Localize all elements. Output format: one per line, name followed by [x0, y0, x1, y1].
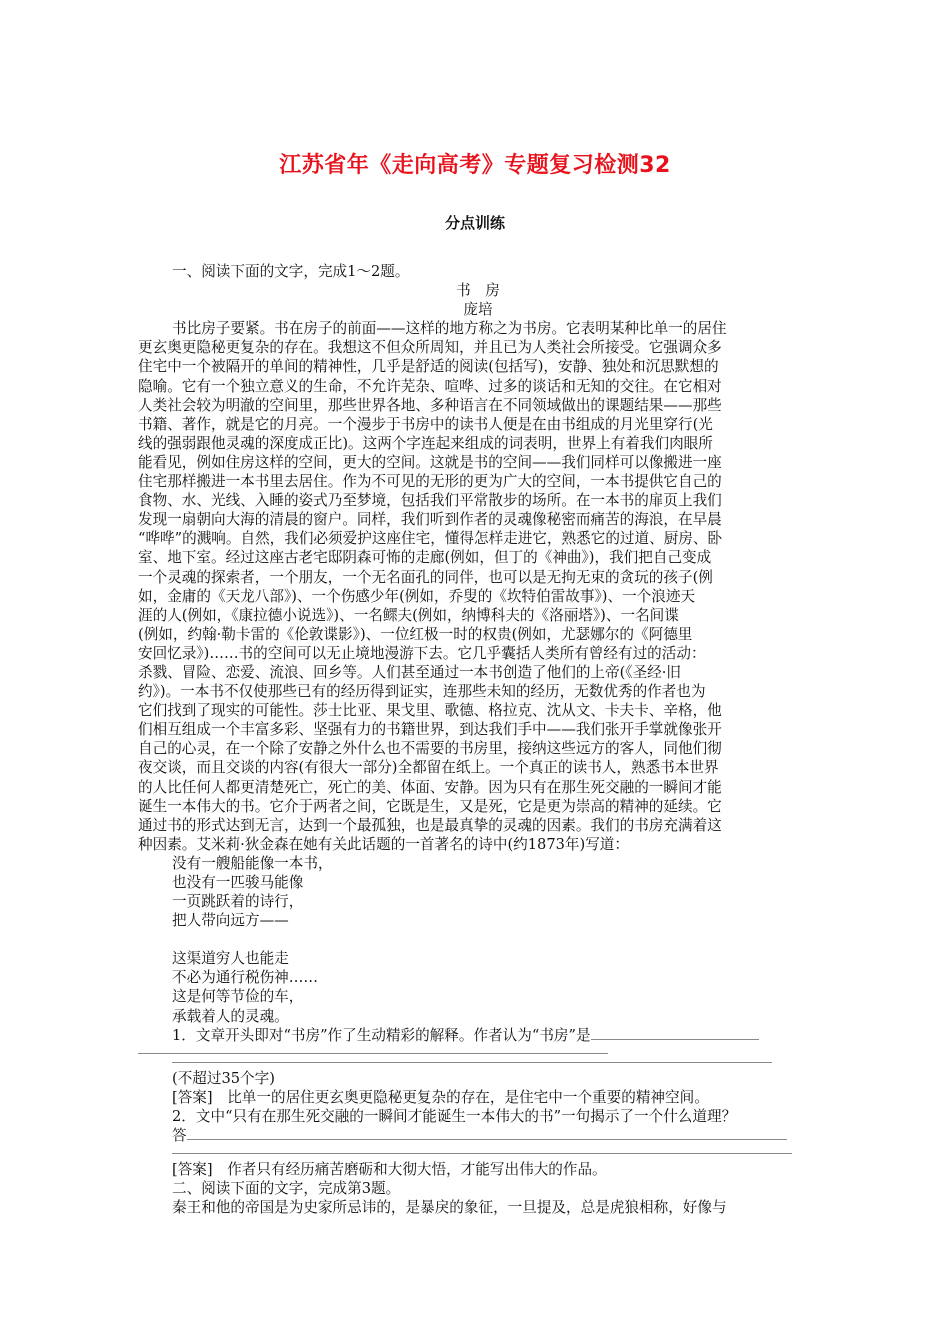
- question-2-answer: [138, 1126, 818, 1145]
- answer-blank[interactable]: [591, 1027, 759, 1040]
- paragraph-line: 安回忆录》)……书的空间可以无止境地漫游下去。它几乎囊括人类所有曾经有过的活动：: [138, 644, 706, 662]
- answer-2: [138, 1160, 818, 1179]
- answer-prefix: 答: [172, 1127, 187, 1145]
- document-body: [138, 262, 818, 1217]
- paragraph-line: 书比房子要紧。书在房子的前面——这样的地方称之为书房。它表明某种比单一的居住: [172, 320, 727, 338]
- answer-line: [138, 1053, 608, 1054]
- paragraph-line: 们相互组成一个丰富多彩、坚强有力的书籍世界，到达我们手中——我们张开手掌就像张开: [138, 721, 722, 739]
- poem-line: 没有一艘船能像一本书，: [172, 854, 333, 872]
- paragraph-line: 食物、水、光线、入睡的姿式乃至梦境，包括我们平常散步的场所。在一本书的扉页上我们: [138, 492, 722, 510]
- essay-author: 庞培: [463, 301, 493, 319]
- paragraph-line: 如，金庸的《天龙八部》)、一个伤感少年(例如，乔叟的《坎特伯雷故事》)、一个浪迹天: [138, 587, 696, 605]
- poem-stanza-2: [138, 949, 818, 1025]
- answer-blank[interactable]: [187, 1127, 787, 1140]
- poem-line: 一页跳跃着的诗行，: [172, 893, 304, 911]
- question-1-text: 1．文章开头即对“书房”作了生动精彩的解释。作者认为“书房”是: [172, 1026, 591, 1044]
- answer-1-text: 比单一的居住更玄奥更隐秘更复杂的存在，是住宅中一个重要的精神空间。: [227, 1088, 709, 1106]
- answer-label: [答案]: [172, 1088, 213, 1106]
- question-2: 2．文中“只有在那生死交融的一瞬间才能诞生一本伟大的书”一句揭示了一个什么道理？: [172, 1107, 737, 1125]
- section-subtitle: 分点训练: [444, 214, 505, 232]
- paragraph-line: 书籍、著作，就是它的月亮。一个漫步于书房中的读书人便是在由书组成的月光里穿行(光: [138, 415, 713, 433]
- paragraph-line: 种因素。艾米莉·狄金森在她有关此话题的一首著名的诗中(约1873年)写道：: [138, 835, 629, 853]
- poem-stanza-1: [138, 854, 818, 930]
- paragraph-line: 住宅那样搬进一本书里去居住。作为不可见的无形的更为广大的空间，一本书提供它自己的: [138, 473, 722, 491]
- paragraph-line: 杀戮、冒险、恋爱、流浪、回乡等。人们甚至通过一本书创造了他们的上帝(《圣经·旧: [138, 663, 682, 681]
- paragraph-line: 诞生一本伟大的书。它介于两者之间，它既是生，又是死，它是更为崇高的精神的延续。它: [138, 797, 722, 815]
- paragraph-line: 更玄奥更隐秘更复杂的存在。我想这不但众所周知，并且已为人类社会所接受。它强调众多: [138, 339, 722, 357]
- paragraph-line: 隐喻。它有一个独立意义的生命，不允许芜杂、喧哗、过多的谈话和无知的交往。在它相对: [138, 377, 722, 395]
- paragraph-line: 室、地下室。经过这座古老宅邸阴森可怖的走廊(例如，但丁的《神曲》)，我们把自己变成: [138, 549, 712, 567]
- paragraph-line: “哗哗”的溅响。自然，我们必须爱护这座住宅，懂得怎样走进它，熟悉它的过道、厨房、卧: [138, 530, 723, 548]
- answer-2-text: 作者只有经历痛苦磨砺和大彻大悟，才能写出伟大的作品。: [227, 1161, 607, 1179]
- paragraph-line: 约》)。一本书不仅使那些已有的经历得到证实，连那些未知的经历，无数优秀的作者也为: [138, 683, 706, 701]
- poem-line: 也没有一匹骏马能像: [172, 874, 304, 891]
- passage-2-first-line: 秦王和他的帝国是为史家所忌讳的，是暴戾的象征，一旦提及，总是虎狼相称，好像与: [172, 1199, 727, 1217]
- answer-line: [172, 1062, 772, 1063]
- paragraph-line: 的人比任何人都更清楚死亡，死亡的美、体面、安静。因为只有在那生死交融的一瞬间才能: [138, 778, 722, 796]
- question-1-limit: (不超过35个字): [172, 1069, 275, 1087]
- section-intro: 一、阅读下面的文字，完成1～2题。: [172, 263, 410, 280]
- paragraph-line: 能看见，例如住房这样的空间，更大的空间。这就是书的空间——我们同样可以像搬进一座: [138, 453, 722, 471]
- poem-line: 把人带向远方——: [172, 912, 289, 930]
- section-2-intro: 二、阅读下面的文字，完成第3题。: [172, 1180, 401, 1198]
- paragraph-line: 线的强弱跟他灵魂的深度成正比)。这两个字连起来组成的词表明，世界上有着我们肉眼所: [138, 434, 713, 452]
- paragraph-line: 一个灵魂的探索者，一个朋友，一个无名面孔的同伴，也可以是无拘无束的贪玩的孩子(例: [138, 568, 713, 586]
- paragraph-line: 夜交谈，而且交谈的内容(有很大一部分)全都留在纸上。一个真正的读书人，熟悉书本世界: [138, 759, 719, 777]
- paragraph-line: (例如，约翰·勒卡雷的《伦敦谍影》)、一位红极一时的权贵(例如，尤瑟娜尔的《阿德里: [138, 625, 693, 643]
- paragraph-line: 它们找到了现实的可能性。莎士比亚、果戈里、歌德、格拉克、沈从文、卡夫卡、辛格，他: [138, 702, 722, 720]
- document-title: 江苏省年《走向高考》专题复习检测32: [279, 153, 671, 178]
- answer-line: [172, 1153, 792, 1154]
- paragraph-line: 住宅中一个被隔开的单间的精神性，几乎是舒适的阅读(包括写)，安静、独处和沉思默想的: [138, 358, 719, 376]
- paragraph-line: 涯的人(例如，《康拉德小说选》)、一名鳏夫(例如，纳博科夫的《洛丽塔》)、一名间谍: [138, 606, 679, 624]
- poem-line: 不必为通行税伤神……: [172, 969, 318, 987]
- question-1: [138, 1026, 818, 1045]
- paragraph-line: 人类社会较为明澈的空间里，那些世界各地、多种语言在不同领域做出的课题结果——那些: [138, 396, 722, 414]
- paragraph-line: 通过书的形式达到无言，达到一个最孤独，也是最真挚的灵魂的因素。我们的书房充满着这: [138, 816, 722, 834]
- essay-title: 书 房: [456, 282, 500, 300]
- paragraph-line: 自己的心灵，在一个除了安静之外什么也不需要的书房里，接纳这些远方的客人，同他们彻: [138, 740, 722, 758]
- poem-line: 这是何等节俭的车，: [172, 988, 304, 1006]
- stanza-gap: [138, 930, 818, 949]
- answer-1: [138, 1088, 818, 1107]
- paragraph-line: 发现一扇朝向大海的清晨的窗户。同样，我们听到作者的灵魂像秘密而痛苦的海浪，在早晨: [138, 511, 722, 529]
- essay-paragraph: [138, 319, 818, 854]
- answer-label: [答案]: [172, 1161, 213, 1179]
- poem-line: 这渠道穷人也能走: [172, 950, 289, 968]
- poem-line: 承载着人的灵魂。: [172, 1007, 289, 1025]
